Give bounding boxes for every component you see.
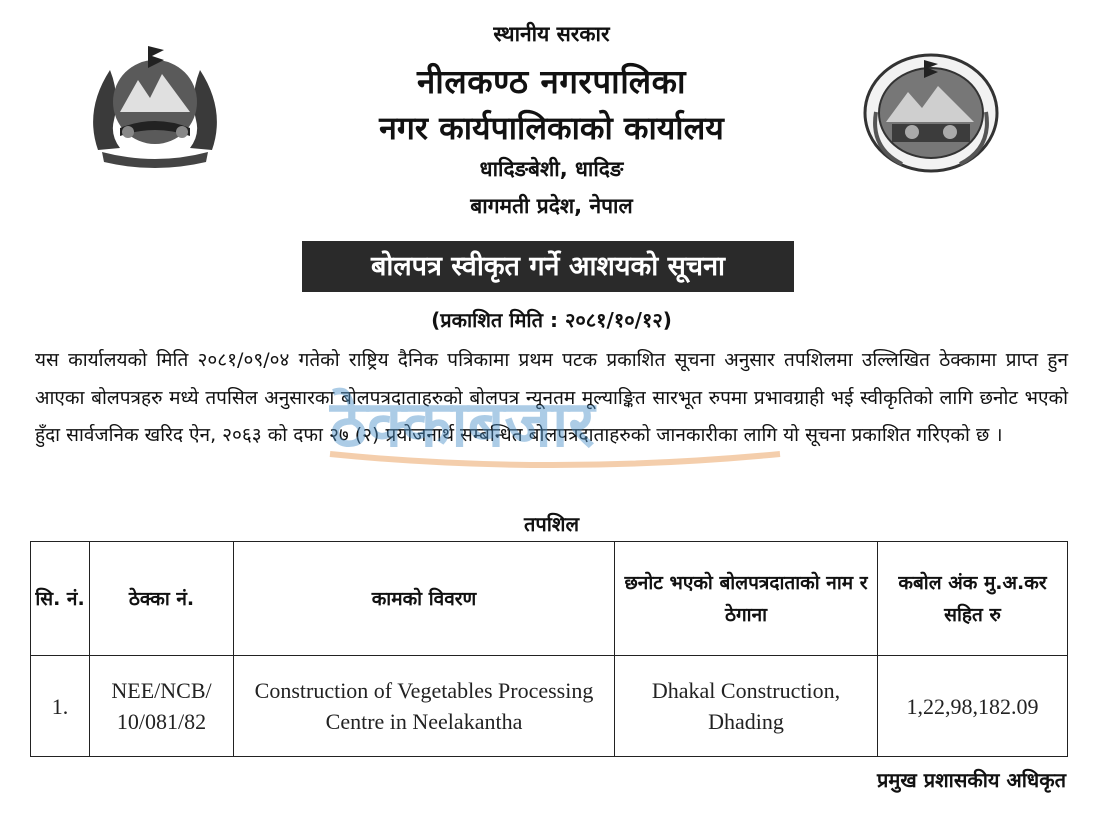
municipality-name: नीलकण्ठ नगरपालिका [416, 62, 687, 101]
cell-description: Construction of Vegetables Processing Centre in Neelakantha [234, 656, 615, 757]
cell-sn: 1. [31, 656, 90, 757]
header-sn: सि. नं. [31, 542, 90, 656]
cell-contract-no: NEE/NCB/ 10/081/82 [90, 656, 234, 757]
notice-title: बोलपत्र स्वीकृत गर्ने आशयको सूचना [302, 241, 794, 292]
province-label: बागमती प्रदेश, नेपाल [470, 194, 633, 218]
signature-title: प्रमुख प्रशासकीय अधिकृत [877, 768, 1066, 792]
header-amount: कबोल अंक मु.अ.कर सहित रु [878, 542, 1068, 656]
header-contract-no: ठेक्का नं. [90, 542, 234, 656]
table-header-row [31, 542, 1068, 656]
cell-amount: 1,22,98,182.09 [878, 656, 1068, 757]
header-description: कामको विवरण [234, 542, 615, 656]
local-government-label: स्थानीय सरकार [493, 22, 610, 46]
notice-body: यस कार्यालयको मिति २०८१/०९/०४ गतेको राष्ट्रिय दैनिक पत्रिकामा प्रथम पटक प्रकाशित सूचना अनुसार तपशिलमा उल्लिखित ठेक्कामा प्राप्त हुन आएका बोलपत्रहरु मध्ये तपसिल अनुसारका बोलपत्रदाताहरुको बोलपत्र न्यूनतम मूल्याङ्कित सारभूत रुपमा प्रभावग्राही भई स्वीकृतिको लागि छनोट भएको हुँदा सार्वजनिक खरिद ऐन, २०६३ को दफा २७ (२) प्रयोजनार्थ सम्बन्धित बोलपत्रदाताहरुको जानकारीका लागि यो सूचना प्रकाशित गरिएको छ । [35, 349, 1068, 446]
header-bidder: छनोट भएको बोलपत्रदाताको नाम र ठेगाना [615, 542, 878, 656]
watermark-text: ठेक्काबजार [330, 388, 595, 462]
published-date: (प्रकाशित मिति : २०८१/१०/१२) [431, 308, 672, 332]
tender-table [30, 541, 1068, 757]
watermark-logo [310, 368, 790, 478]
office-address: धादिङबेशी, धादिङ [479, 157, 624, 181]
table-row [31, 656, 1068, 757]
cell-bidder: Dhakal Construction, Dhading [615, 656, 878, 757]
office-name: नगर कार्यपालिकाको कार्यालय [379, 109, 724, 147]
table-label: तपशिल [523, 512, 580, 536]
